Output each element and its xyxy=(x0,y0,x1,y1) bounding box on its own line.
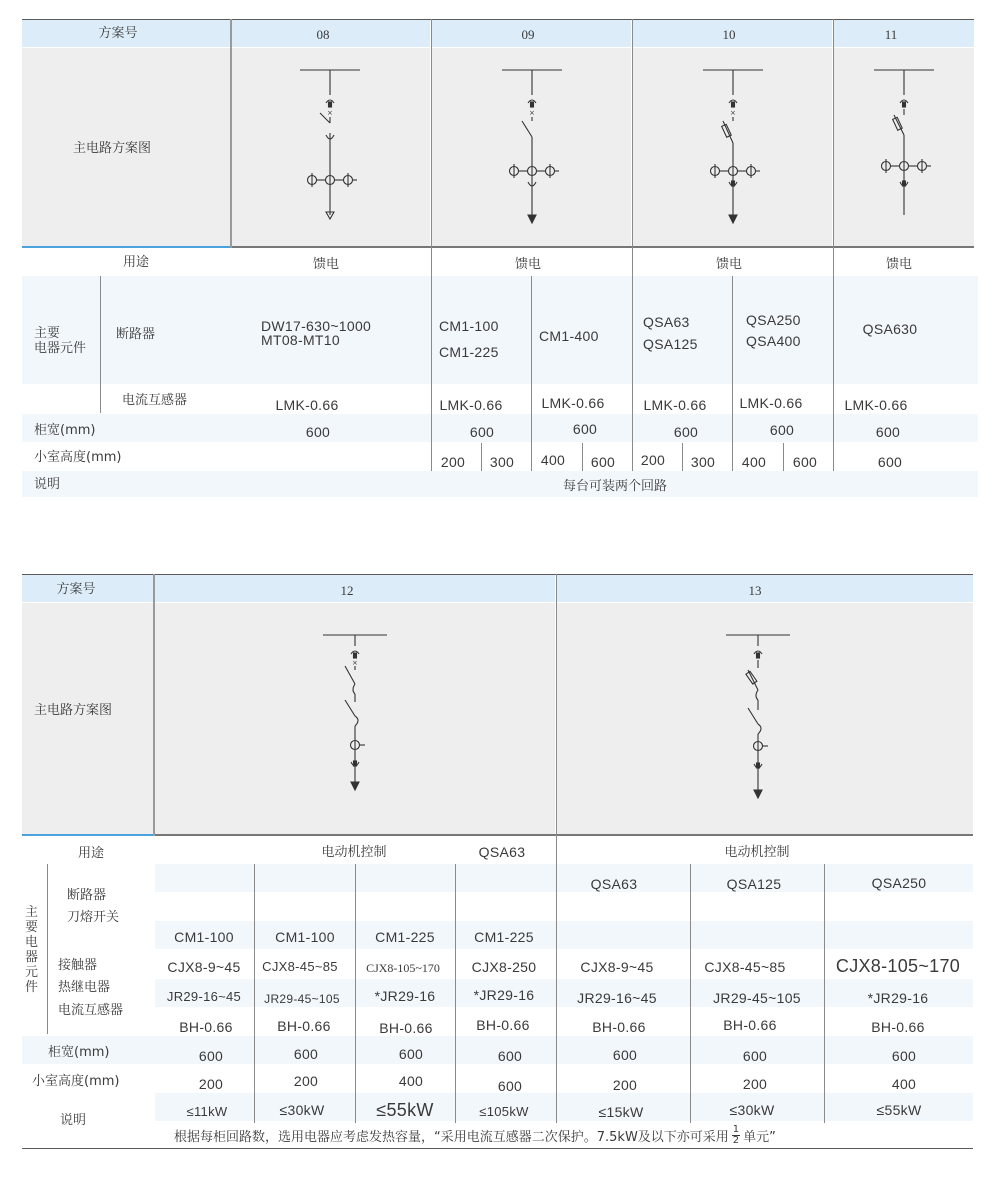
usage-label: 用途 xyxy=(122,255,150,270)
usage-13: 电动机控制 xyxy=(724,845,790,860)
room-label-2: 小室高度(mm) xyxy=(32,1074,120,1089)
room-09-300: 300 xyxy=(489,454,515,470)
ct-10b: LMK-0.66 xyxy=(739,395,803,411)
svg-text:×: × xyxy=(730,109,736,117)
ct-label-2: 电流互感器 xyxy=(58,1003,124,1018)
room-12d: 600 xyxy=(497,1078,523,1094)
scheme-09: 09 xyxy=(521,27,535,42)
room-10-400: 400 xyxy=(741,454,767,470)
width-label-2: 柜宽(mm) xyxy=(48,1045,110,1060)
width-13c: 600 xyxy=(891,1048,917,1064)
qsa-125: QSA125 xyxy=(726,876,782,892)
circuit-diagram-11 xyxy=(864,65,944,235)
room-12b: 200 xyxy=(293,1073,319,1089)
relay-13c: *JR29-16 xyxy=(867,990,929,1006)
ct-13c: BH-0.66 xyxy=(871,1019,925,1035)
contactor-13c: CJX8-105~170 xyxy=(835,956,961,976)
relay-12c: *JR29-16 xyxy=(374,988,436,1004)
scheme-12: 12 xyxy=(340,583,354,598)
breaker-08-b: MT08-MT10 xyxy=(261,332,340,348)
usage-label-2: 用途 xyxy=(78,846,105,861)
relay-13a: JR29-16~45 xyxy=(577,990,657,1006)
cm1-4: CM1-225 xyxy=(474,929,534,945)
scheme-08: 08 xyxy=(316,27,330,42)
footnote-text-a: 根据每柜回路数，选用电器应考虑发热容量，“采用电流互感器二次保护。7.5kW及以下亦可采用 xyxy=(174,1129,729,1145)
scheme-label: 方案号 xyxy=(98,26,138,41)
power-12c: ≤55kW xyxy=(376,1100,434,1120)
room-11-600: 600 xyxy=(877,454,903,470)
usage-10: 馈电 xyxy=(715,257,743,272)
ct-label: 电流互感器 xyxy=(122,393,188,408)
relay-12d: *JR29-16 xyxy=(473,987,535,1003)
relay-13b: JR29-45~105 xyxy=(713,990,801,1006)
svg-text:×: × xyxy=(327,109,333,117)
circuit-diagram-08 xyxy=(290,65,370,235)
note-text: 每台可装两个回路 xyxy=(562,479,668,494)
contactor-12c: CJX8-105~170 xyxy=(366,961,440,975)
footnote-fraction xyxy=(732,1125,740,1146)
contactor-13b: CJX8-45~85 xyxy=(704,959,786,975)
scheme-label-2: 方案号 xyxy=(56,582,96,597)
breaker-09a-2: CM1-225 xyxy=(439,344,499,360)
contactor-12b: CJX8-45~85 xyxy=(262,959,338,974)
power-13c: ≤55kW xyxy=(876,1102,922,1118)
power-12a: ≤11kW xyxy=(186,1104,228,1119)
room-13b: 200 xyxy=(742,1076,768,1092)
width-09a: 600 xyxy=(469,424,495,440)
footnote-text-b: 单元” xyxy=(743,1129,776,1145)
circuit-diagram-10 xyxy=(693,65,773,235)
usage-12: 电动机控制 xyxy=(321,845,387,860)
breaker-09a-1: CM1-100 xyxy=(439,318,499,334)
breaker-10a-1: QSA63 xyxy=(643,314,690,330)
contactor-12a: CJX8-9~45 xyxy=(167,959,241,975)
scheme-13: 13 xyxy=(748,583,762,598)
relay-12a: JR29-16~45 xyxy=(166,989,242,1004)
ct-09b: LMK-0.66 xyxy=(541,395,605,411)
room-09-600: 600 xyxy=(590,454,616,470)
diagram-label: 主电路方案图 xyxy=(72,141,152,156)
main-components-label-2: 主 要 电 器 元 件 xyxy=(25,905,39,995)
contactor-12d: CJX8-250 xyxy=(471,959,537,975)
contactor-13a: CJX8-9~45 xyxy=(580,959,654,975)
cm1-2: CM1-100 xyxy=(275,929,335,945)
ct-12b: BH-0.66 xyxy=(277,1018,331,1034)
room-13c: 400 xyxy=(891,1076,917,1092)
width-09b: 600 xyxy=(572,421,598,437)
breaker-11: QSA630 xyxy=(862,321,918,337)
diagram-label-2: 主电路方案图 xyxy=(34,703,113,718)
width-12d: 600 xyxy=(497,1048,523,1064)
svg-text:×: × xyxy=(529,109,535,117)
cm1-3: CM1-225 xyxy=(375,929,435,945)
room-12a: 200 xyxy=(198,1076,224,1092)
room-label: 小室高度(mm) xyxy=(34,450,122,465)
ct-09a: LMK-0.66 xyxy=(439,397,503,413)
room-10-600: 600 xyxy=(792,454,818,470)
width-13a: 600 xyxy=(612,1047,638,1063)
relay-label: 热继电器 xyxy=(58,980,111,995)
main-components-label: 主要 电器元件 xyxy=(34,326,87,356)
fraction-denominator: 2 xyxy=(732,1134,740,1146)
ct-13a: BH-0.66 xyxy=(592,1019,646,1035)
width-12c: 600 xyxy=(398,1046,424,1062)
width-10b: 600 xyxy=(769,422,795,438)
ct-12c: BH-0.66 xyxy=(379,1020,433,1036)
fraction-numerator: 1 xyxy=(732,1123,740,1135)
knife-label: 刀熔开关 xyxy=(67,910,120,925)
cm1-1: CM1-100 xyxy=(174,929,234,945)
ct-11: LMK-0.66 xyxy=(844,397,908,413)
breaker-10a-2: QSA125 xyxy=(643,336,698,352)
ct-08: LMK-0.66 xyxy=(275,397,339,413)
relay-12b: JR29-45~105 xyxy=(264,992,340,1006)
contactor-label: 接触器 xyxy=(58,958,98,973)
width-10a: 600 xyxy=(673,424,699,440)
breaker-10b-2: QSA400 xyxy=(746,333,801,349)
footnote xyxy=(174,1124,776,1146)
usage-12-extra: QSA63 xyxy=(478,844,526,860)
note-label-2: 说明 xyxy=(60,1113,87,1128)
ct-12d: BH-0.66 xyxy=(476,1017,530,1033)
svg-text:×: × xyxy=(352,659,358,667)
width-11: 600 xyxy=(875,424,901,440)
ct-12a: BH-0.66 xyxy=(179,1019,233,1035)
breaker-08-a: DW17-630~1000 xyxy=(261,318,372,334)
ct-10a: LMK-0.66 xyxy=(643,397,707,413)
room-12c: 400 xyxy=(398,1073,424,1089)
room-10-300: 300 xyxy=(690,454,716,470)
power-12d: ≤105kW xyxy=(479,1104,529,1119)
usage-09: 馈电 xyxy=(514,257,542,272)
power-13b: ≤30kW xyxy=(729,1102,775,1118)
circuit-diagram-12 xyxy=(315,630,395,800)
usage-08: 馈电 xyxy=(312,257,340,272)
width-13b: 600 xyxy=(742,1048,768,1064)
qsa-63: QSA63 xyxy=(590,876,638,892)
power-13a: ≤15kW xyxy=(598,1104,644,1120)
width-08: 600 xyxy=(305,424,331,440)
room-10-200: 200 xyxy=(640,452,666,468)
breaker-label: 断路器 xyxy=(116,327,156,342)
qsa-250: QSA250 xyxy=(871,875,927,891)
usage-11: 馈电 xyxy=(885,257,913,272)
room-13a: 200 xyxy=(612,1077,638,1093)
breaker-label-2: 断路器 xyxy=(67,888,107,903)
scheme-11: 11 xyxy=(884,27,898,42)
room-09-200: 200 xyxy=(440,454,466,470)
width-12a: 600 xyxy=(198,1048,224,1064)
width-12b: 600 xyxy=(293,1046,319,1062)
circuit-diagram-09 xyxy=(492,65,572,235)
breaker-10b-1: QSA250 xyxy=(746,312,801,328)
power-12b: ≤30kW xyxy=(279,1102,325,1118)
breaker-09b: CM1-400 xyxy=(539,328,599,344)
width-label: 柜宽(mm) xyxy=(34,423,96,438)
scheme-10: 10 xyxy=(722,27,736,42)
circuit-diagram-13 xyxy=(718,630,798,810)
room-09-400: 400 xyxy=(540,452,566,468)
ct-13b: BH-0.66 xyxy=(723,1017,777,1033)
note-label: 说明 xyxy=(34,477,61,492)
